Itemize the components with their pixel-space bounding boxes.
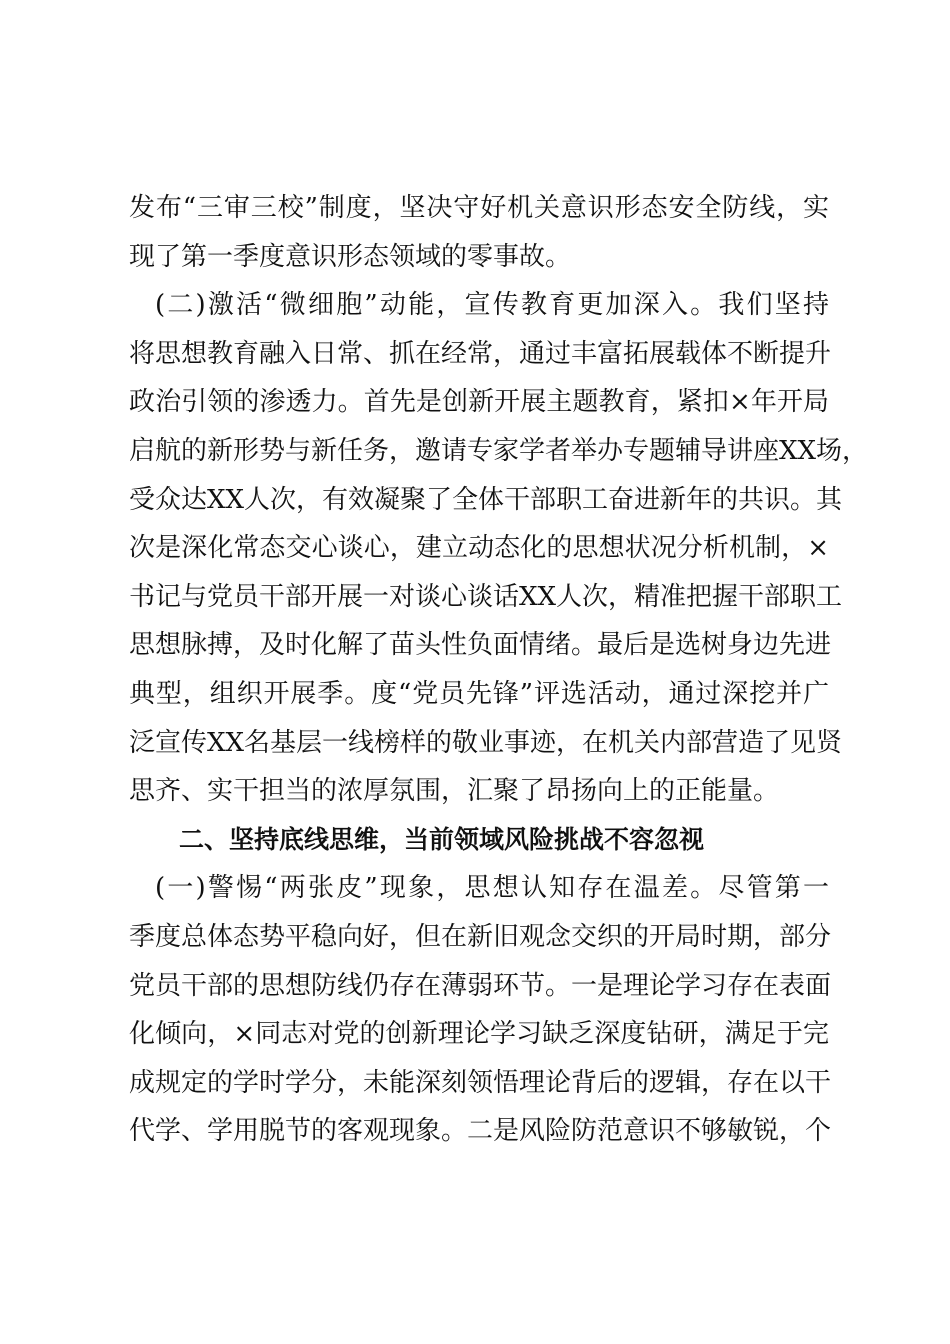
- text-line: 发布“三审三校”制度，坚决守好机关意识形态安全防线，实: [129, 193, 829, 223]
- text-line: 泛宣传XX名基层一线榜样的敬业事迹，在机关内部营造了见贤: [129, 727, 843, 758]
- text-line: 成规定的学时学分，未能深刻领悟理论背后的逻辑，存在以干: [129, 1067, 832, 1098]
- paragraph-3: [129, 864, 832, 1156]
- paragraph-2: [129, 281, 869, 816]
- text-line: 现了第一季度意识形态领域的零事故。: [129, 241, 572, 272]
- text-line: 化倾向，×同志对党的创新理论学习缺乏深度钻研，满足于完: [129, 1019, 829, 1050]
- text-line: 思想脉搏，及时化解了苗头性负面情绪。最后是选树身边先进: [129, 630, 832, 661]
- text-line: 书记与党员干部开展一对谈心谈话XX人次，精准把握干部职工: [129, 581, 843, 612]
- document-body: [129, 184, 869, 1156]
- text-line: 次是深化常态交心谈心，建立动态化的思想状况分析机制，×: [129, 533, 829, 564]
- text-line: (一)警惕“两张皮”现象，思想认知存在温差。尽管第一: [155, 873, 829, 904]
- paragraph-1: [129, 184, 829, 281]
- section-heading: 二、坚持底线思维，当前领域风险挑战不容忽视: [179, 824, 705, 854]
- text-line: 启航的新形势与新任务，邀请专家学者举办专题辅导讲座XX场，: [129, 435, 869, 466]
- text-line: (二)激活“微细胞”动能，宣传教育更加深入。我们坚持: [155, 290, 829, 321]
- text-line: 党员干部的思想防线仍存在薄弱环节。一是理论学习存在表面: [129, 970, 832, 1001]
- text-line: 季度总体态势平稳向好，但在新旧观念交织的开局时期，部分: [129, 921, 832, 952]
- text-line: 典型，组织开展季。度“党员先锋”评选活动，通过深挖并广: [129, 678, 829, 709]
- text-line: 将思想教育融入日常、抓在经常，通过丰富拓展载体不断提升: [129, 338, 832, 369]
- text-line: 受众达XX人次，有效凝聚了全体干部职工奋进新年的共识。其: [129, 484, 843, 515]
- text-line: 政治引领的渗透力。首先是创新开展主题教育，紧扣×年开局: [129, 387, 829, 418]
- text-line: 思齐、实干担当的浓厚氛围，汇聚了昂扬向上的正能量。: [129, 776, 780, 807]
- text-line: 代学、学用脱节的客观现象。二是风险防范意识不够敏锐，个: [129, 1116, 832, 1147]
